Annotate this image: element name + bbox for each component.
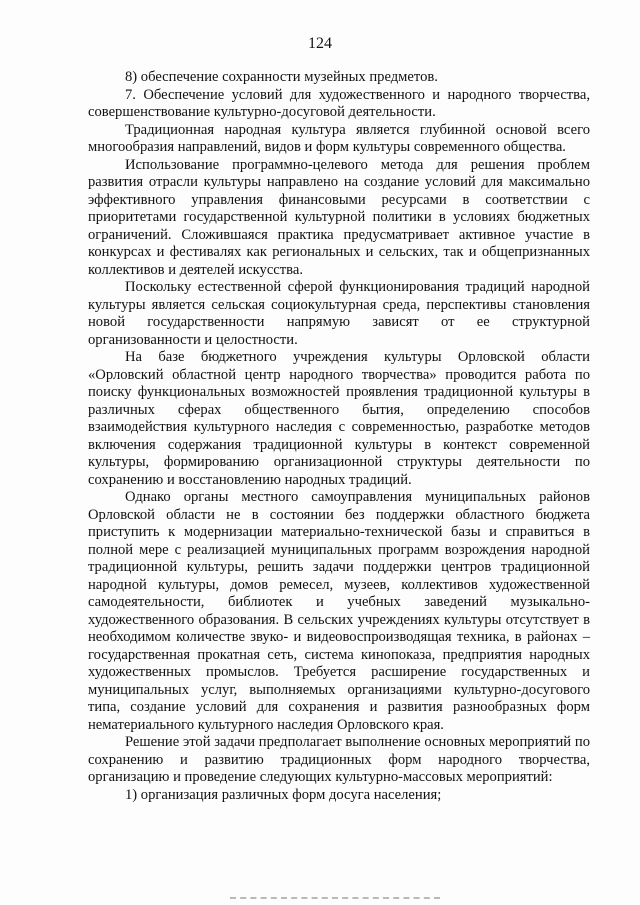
paragraph-section-7-heading: 7. Обеспечение условий для художественного и народного творчества, совершенствование культурно-досуговой деятельности. [88,86,590,120]
page-number: 124 [308,35,332,52]
scan-artifact-divider [230,897,440,902]
paragraph-program-method: Использование программно-целевого метода для решения проблем развития отрасли культуры направлено на создание условий для максимально эффективного управления финансовыми ресурсами в соответствии с приоритетами государственной культурной политики в условиях бюджетных ограничений. Сложившаяся практика предусматривает активное участие в конкурсах и фестивалях как региональных и сельских, так и общепризнанных коллективов и деятелей искусства. [88,156,590,278]
paragraph-task-solution: Решение этой задачи предполагает выполнение основных мероприятий по сохранению и развитию традиционных форм народного творчества, организацию и проведение следующих культурно-массовых мероприятий: [88,734,590,785]
document-body [88,69,590,804]
paragraph-regional-center: На базе бюджетного учреждения культуры Орловской области «Орловский областной центр народного творчества» проводится работа по поиску функциональных возможностей проявления традиционной культуры в различных сферах общественного бытия, определению способов взаимодействия культурного наследия с современностью, разработке методов включения содержания традиционной культуры в контекст современной культуры, формированию организационной структуры деятельности по сохранению и восстановлению народных традиций. [88,349,590,488]
paragraph-local-government: Однако органы местного самоуправления муниципальных районов Орловской области не в состоянии без поддержки областного бюджета приступить к модернизации материально-технической базы и справиться в полной мере с реализацией муниципальных программ возрождения народной традиционной культуры, решить задачи поддержки центров традиционной народной культуры, домов ремесел, музеев, коллективов художественной самодеятельности, библиотек и учебных заведений музыкально-художественного образования. В сельских учреждениях культуры отсутствует в необходимом количестве звуко- и видеовоспроизводящая техника, в районах – государственная прокатная сеть, система кинопоказа, предприятия народных художественных промыслов. Требуется расширение государственных и муниципальных услуг, выполняемых организациями культурно-досугового типа, создание условий для сохранения и развития разнообразных форм нематериального культурного наследия Орловского края. [88,489,590,733]
paragraph-item-8: 8) обеспечение сохранности музейных предметов. [125,69,438,85]
paragraph-list-item-1: 1) организация различных форм досуга населения; [125,786,442,803]
paragraph-traditional-culture: Традиционная народная культура является глубинной основой всего многообразия направлений, видов и форм культуры современного общества. [88,121,590,155]
paragraph-rural-environment: Поскольку естественной сферой функционирования традиций народной культуры является сельская социокультурная среда, перспективы становления новой государственности напрямую зависят от ее структурной организованности и целостности. [88,279,590,348]
